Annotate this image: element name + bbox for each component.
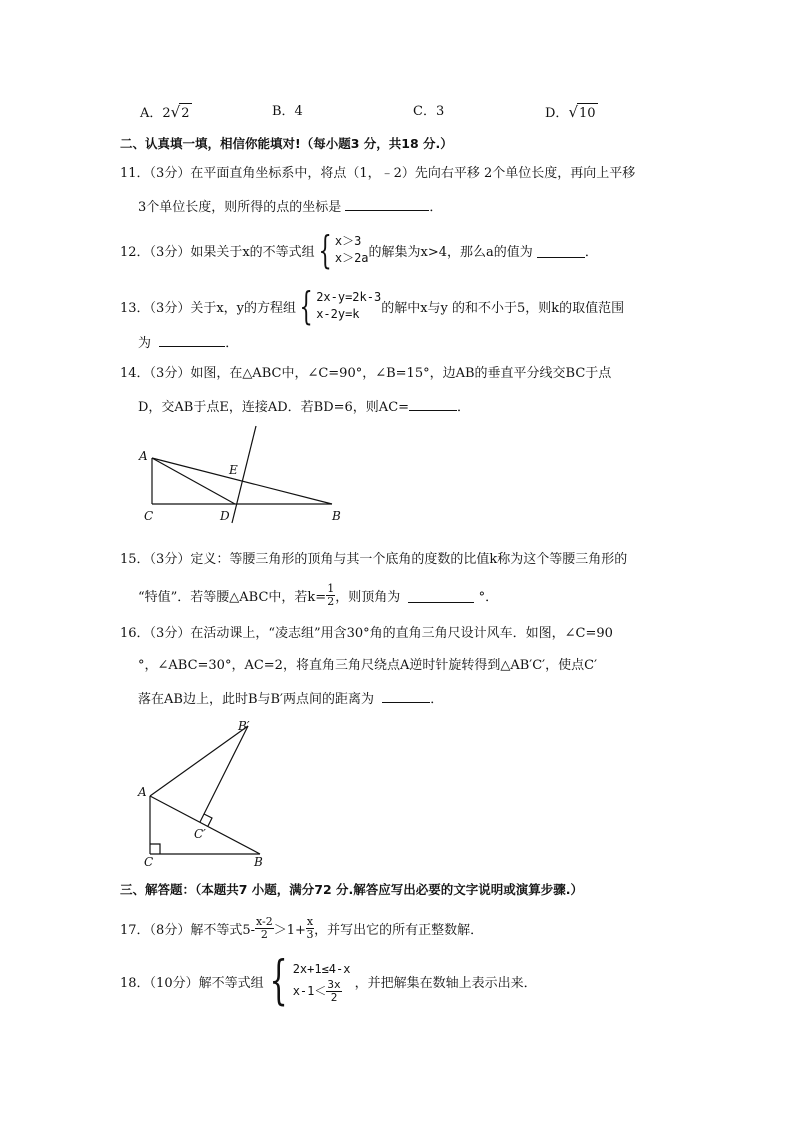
q11-line2: 3个单位长度，则所得的点的坐标是 ． bbox=[138, 196, 442, 218]
answer-blank bbox=[159, 332, 225, 347]
brace-icon: { bbox=[318, 228, 332, 272]
q10-option-d: D．√10 bbox=[545, 102, 598, 124]
q17: 17．（8分）解不等式5- $\frac{x-2}{2}$ ＞1+ $\frac{x}{3}$ ，并写出它的所有正整数解． bbox=[120, 914, 484, 941]
figure-triangle-abc-perpendicular-bisector bbox=[134, 424, 350, 524]
label-cprime: C′ bbox=[194, 827, 206, 841]
answer-blank bbox=[382, 688, 430, 703]
q16-line3: 落在AB边上，此时B与B′两点间的距离为 ． bbox=[138, 688, 443, 710]
label-b: B bbox=[332, 509, 341, 523]
label-a: A bbox=[139, 449, 148, 463]
label-bprime: B′ bbox=[238, 719, 250, 733]
q13: 13．（3分）关于x，y的方程组 { 2x-y=2k-3 x-2y=k 的解中x与y 的和不小于5，则k的取值范围 bbox=[120, 284, 625, 328]
q13-line2: 为 ． bbox=[138, 332, 238, 354]
q14-line2: D，交AB于点E，连接AD．若BD=6，则AC= ． bbox=[138, 396, 470, 418]
q10-option-a: A．2√2 bbox=[140, 102, 192, 124]
right-angle-mark-cprime bbox=[204, 814, 212, 826]
figure-rotated-set-square bbox=[134, 716, 284, 868]
q15-line1: 15．（3分）定义：等腰三角形的顶角与其一个底角的度数的比值k称为这个等腰三角形的 bbox=[120, 552, 628, 567]
right-angle-mark-c bbox=[150, 844, 160, 854]
q12: 12．（3分）如果关于x的不等式组 { x＞3 x＞2a 的解集为x>4，那么a的值为 ． bbox=[120, 228, 598, 272]
q14-line1: 14．（3分）如图，在△ABC中，∠C=90°，∠B=15°，边AB的垂直平分线交BC于点 bbox=[120, 366, 612, 381]
segment-bprime-cprime bbox=[200, 726, 248, 822]
q16-line2: °，∠ABC=30°，AC=2，将直角三角尺绕点A逆时针旋转得到△AB′C′，使点C′ bbox=[138, 658, 598, 673]
label-c: C bbox=[144, 509, 154, 523]
answer-blank bbox=[537, 243, 585, 258]
label-a: A bbox=[138, 785, 147, 799]
q16-line1: 16．（3分）在活动课上，“凌志组”用含30°角的直角三角尺设计风车．如图，∠C=90 bbox=[120, 626, 613, 641]
brace-icon: { bbox=[299, 284, 313, 328]
label-c: C bbox=[144, 855, 154, 868]
answer-blank bbox=[409, 396, 457, 411]
section-3-heading: 三、解答题：（本题共7 小题，满分72 分.解答应写出必要的文字说明或演算步骤.） bbox=[120, 882, 584, 897]
label-b: B bbox=[254, 855, 263, 868]
section-2-heading: 二、认真填一填，相信你能填对!（每小题3 分，共18 分.） bbox=[120, 136, 453, 151]
segment-ad bbox=[152, 458, 235, 504]
answer-blank bbox=[345, 196, 429, 211]
q10-option-b: B．4 bbox=[272, 104, 303, 119]
segment-abprime bbox=[150, 726, 248, 796]
label-d: D bbox=[220, 509, 230, 523]
brace-icon: { bbox=[269, 951, 288, 1011]
q18: 18．（10分）解不等式组 { 2x+1≤4-x x-1＜ $\frac{3x}{2}$ ，并把解集在数轴上表示出来． bbox=[120, 951, 537, 1011]
answer-blank bbox=[408, 588, 474, 603]
q11-line1: 11．（3分）在平面直角坐标系中，将点（1，﹣2）先向右平移 2个单位长度，再向上平移 bbox=[120, 166, 636, 181]
q15-line2: “特值”．若等腰△ABC中，若k= $\frac{1}{2}$ ，则顶角为 °． bbox=[138, 581, 499, 608]
q10-option-c: C．3 bbox=[413, 104, 445, 119]
segment-ab bbox=[150, 796, 260, 854]
label-e: E bbox=[229, 463, 238, 477]
